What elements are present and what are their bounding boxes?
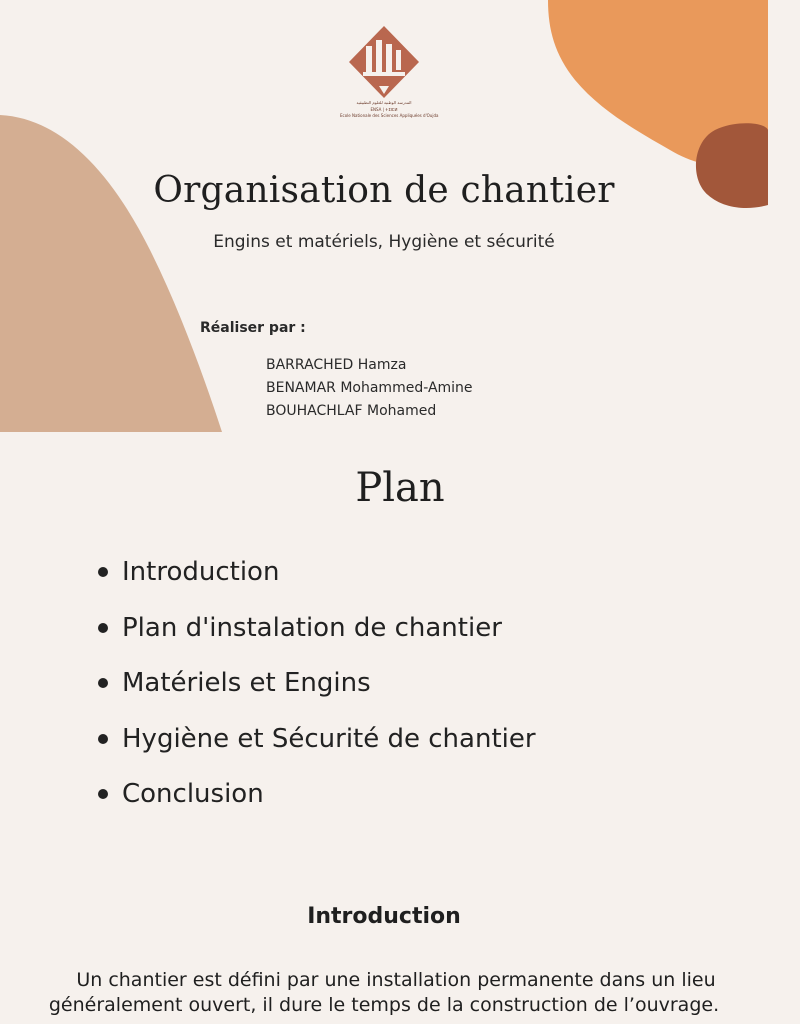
presentation-title: Organisation de chantier [153, 170, 615, 211]
bullet-icon [98, 678, 108, 688]
plan-item-label: Plan d'instalation de chantier [122, 612, 502, 643]
bullet-icon [98, 567, 108, 577]
title-slide [0, 0, 768, 432]
tan-shape-decoration [0, 0, 230, 432]
presentation-subtitle: Engins et matériels, Hygiène et sécurité [213, 232, 555, 252]
authors-list [266, 354, 473, 423]
bullet-icon [98, 789, 108, 799]
introduction-text: Un chantier est défini par une installation permanente dans un lieu généralement ouvert, il dure le temps de la construction de l’ouvrage. [48, 969, 720, 1016]
author-item: BOUHACHLAF Mohamed [266, 403, 437, 419]
author-item: BENAMAR Mohammed-Amine [266, 380, 473, 396]
plan-item [96, 770, 536, 826]
plan-item [96, 659, 536, 715]
plan-item [96, 604, 536, 660]
logo-arabic-text: المدرسة الوطنية للعلوم التطبيقية [356, 100, 412, 105]
bullet-icon [98, 734, 108, 744]
logo-school-text: Ecole Nationale des Sciences Appliquées d'Oujda [340, 113, 439, 118]
plan-item [96, 548, 536, 604]
plan-list [96, 548, 536, 826]
plan-item-label: Hygiène et Sécurité de chantier [122, 723, 536, 754]
plan-item [96, 715, 536, 771]
authors-label: Réaliser par : [200, 320, 306, 336]
plan-item-label: Introduction [122, 557, 280, 587]
logo-latin-text: ENSA | ⵜⵉⵏⵎⵍ [370, 107, 398, 112]
plan-title: Plan [355, 465, 445, 511]
plan-item-label: Conclusion [122, 779, 264, 809]
author-item: BARRACHED Hamza [266, 357, 407, 373]
bullet-icon [98, 623, 108, 633]
introduction-title: Introduction [307, 904, 461, 929]
plan-item-label: Matériels et Engins [122, 668, 371, 698]
